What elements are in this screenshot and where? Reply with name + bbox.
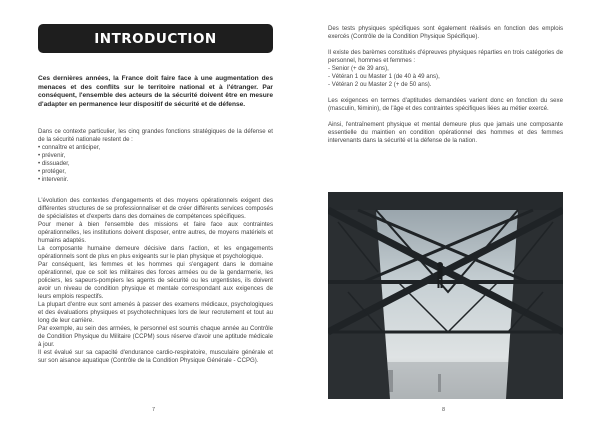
intro-block [38,128,273,184]
paragraph: La plupart d'entre eux sont amenés à passer des examens médicaux, psychologiques et des évaluations physiques et psychotechniques lors de leur recrutement et tout au long de leur carrière. [38,301,273,324]
categories-list [328,65,563,89]
paragraph: La composante humaine demeure décisive dans l'action, et les engagements opérationnels sont de plus en plus exigeants sur le plan physique et psychologique. [38,245,273,260]
list-item: - Senior (+ de 39 ans), [328,65,389,72]
page-number: 7 [152,407,156,413]
paragraph: Des tests physiques spécifiques sont également réalisés en fonction des emplois exercés (Contrôle de la Condition Physique Spécifique). [328,25,563,40]
right-text-block [328,25,563,145]
list-item: • protéger, [38,168,273,176]
photo-illustration [328,192,563,399]
list-item: • intervenir. [38,176,273,184]
body-block [38,197,273,365]
paragraph: Il est évalué sur sa capacité d'endurance cardio-respiratoire, musculaire générale et sur son aisance aquatique (Contrôle de la Condition Physique Générale - CCPG). [38,349,273,364]
paragraph: Les exigences en termes d'aptitudes demandées varient donc en fonction du sexe (masculin, féminin), de l'âge et des contraintes spécifiques liées au métier exercé. [328,97,563,112]
paragraph: Il existe des barèmes constitués d'épreuves physiques réparties en trois catégories de personnel, hommes et femmes : [328,49,563,64]
intro-text: Dans ce contexte particulier, les cinq grandes fonctions stratégiques de la défense et de la sécurité nationale restent de : [38,128,273,143]
lead-paragraph: Ces dernières années, la France doit faire face à une augmentation des menaces et des conflits sur le territoire national et à l'étranger. Par conséquent, l'ensemble des acteurs de la sécurité doivent être en mesure d'adapter en permanence leur dispositif de sécurité et de défense. [38,75,273,109]
list-item: - Vétéran 2 ou Master 2 (+ de 50 ans). [328,81,432,88]
section-title-bar [38,24,273,53]
page-title: INTRODUCTION [94,30,217,47]
paragraph: L'évolution des contextes d'engagements et des moyens opérationnels exigent des différentes structures de se professionnaliser et de créer différents services composés de spécialistes et d'experts dans des domaines de compétences spécifiques. [38,197,273,220]
paragraph: Pour mener à bien l'ensemble des missions et faire face aux contraintes opérationnelles, les institutions doivent disposer, entre autres, de moyens matériels et humains adaptés. [38,221,273,244]
paragraph: Par conséquent, les femmes et les hommes qui s'engagent dans le domaine opérationnel, que ce soit les militaires des forces armées ou de la gendarmerie, les policiers, les sapeurs-pompiers les agents de sécurité ou les urgentistes, ils doivent avoir un niveau de condition physique et mentale correspondant aux exigences de leurs emplois respectifs. [38,261,273,300]
paragraph: Ainsi, l'entraînement physique et mental demeure plus que jamais une composante essentielle du maintien en condition opérationnel des hommes et des femmes intervenants dans la sécurité et la défense de la nation. [328,121,563,144]
list-item: • dissuader, [38,160,273,168]
page-number: 8 [442,407,446,413]
functions-list [38,144,273,184]
list-item: - Vétéran 1 ou Master 1 (de 40 à 49 ans), [328,73,440,80]
eiffel-tower-photo [328,192,563,399]
paragraph: Par exemple, au sein des armées, le personnel est soumis chaque année au Contrôle de Condition Physique du Militaire (CCPM) sous réserve d'avoir une aptitude médicale à jour. [38,325,273,348]
list-item: • prévenir, [38,152,273,160]
list-item: • connaître et anticiper, [38,144,273,152]
